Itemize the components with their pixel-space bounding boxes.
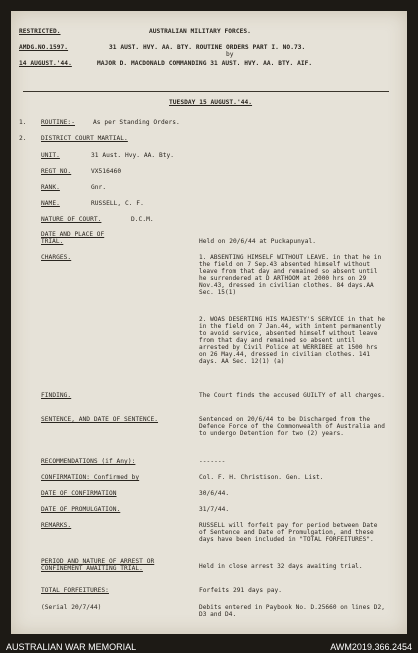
arrest-value: Held in close arrest 32 days awaiting trial. bbox=[199, 563, 363, 570]
name-label: NAME. bbox=[41, 200, 60, 207]
footer-accession: AWM2019.366.2454 bbox=[330, 642, 412, 652]
footer-credit: AUSTRALIAN WAR MEMORIAL bbox=[6, 642, 137, 652]
charge-1-text: 1. ABSENTING HIMSELF WITHOUT LEAVE. in that he in the field on 7 Sep.43 absented himself without leave from that day and remained so absent until he surrendered at D ARTHOOM at 2000 hrs on 29 Nov.43, dressed in civilian clothes. 84 days.AA Sec. 15(1) bbox=[199, 254, 382, 297]
date-place-value: Held on 20/6/44 at Puckapunyal. bbox=[199, 238, 317, 245]
date-promulgation-label: DATE OF PROMULGATION. bbox=[41, 506, 121, 513]
recommendations-label: RECOMMENDATIONS (if Any): bbox=[41, 458, 136, 465]
authority-heading: AUSTRALIAN MILITARY FORCES. bbox=[149, 28, 251, 35]
name-value: RUSSELL, C. F. bbox=[91, 200, 144, 207]
unit-value: 31 Aust. Hvy. AA. Bty. bbox=[91, 152, 175, 159]
nature-value: D.C.M. bbox=[131, 216, 154, 223]
rank-label: RANK. bbox=[41, 184, 60, 191]
forfeitures-label: TOTAL FORFEITURES: bbox=[41, 587, 109, 594]
recommendations-value: ------- bbox=[199, 458, 226, 465]
confirmation-label: CONFIRMATION: Confirmed by bbox=[41, 474, 140, 481]
section-1-number: 1. bbox=[19, 119, 27, 126]
regt-label: REGT NO. bbox=[41, 168, 72, 175]
document-sheet bbox=[11, 11, 407, 634]
confirmation-value: Col. F. H. Christison. Gen. List. bbox=[199, 474, 324, 481]
forfeitures-value: Forfeits 291 days pay. bbox=[199, 587, 283, 594]
nature-label: NATURE OF COURT. bbox=[41, 216, 102, 223]
date-confirmation-label: DATE OF CONFIRMATION bbox=[41, 490, 117, 497]
footer-bar bbox=[0, 636, 418, 653]
finding-label: FINDING. bbox=[41, 392, 72, 399]
by-text: by bbox=[226, 51, 234, 58]
date-confirmation-value: 30/6/44. bbox=[199, 490, 230, 497]
restricted-stamp: RESTRICTED. bbox=[19, 28, 61, 35]
rank-value: Gnr. bbox=[91, 184, 107, 191]
serial-number: AMDG.NO.1597. bbox=[19, 44, 69, 51]
charge-2-text: 2. WOAS DESERTING HIS MAJESTY'S SERVICE in that he in the field on 7 Jan.44, with intent permanently to avoid service, absented himself without leave from that day and remained so absent until arrested by Civil Police at WERRIBEE at 1500 hrs on 26 May.44, dressed in civilian clothes. 141 days. AA Sec. 12(1) (a) bbox=[199, 316, 385, 366]
day-line: TUESDAY 15 AUGUST.'44. bbox=[169, 99, 253, 106]
orders-title: 31 AUST. HVY. AA. BTY. ROUTINE ORDERS PART I. NO.73. bbox=[109, 44, 306, 51]
section-1-title: ROUTINE:- bbox=[41, 119, 75, 126]
regt-value: VX516460 bbox=[91, 168, 122, 175]
commander-line: MAJOR D. MACDONALD COMMANDING 31 AUST. HVY. AA. BTY. AIF. bbox=[97, 60, 313, 67]
arrest-label-line-1: PERIOD AND NATURE OF ARREST OR bbox=[41, 558, 155, 565]
sentence-value: Sentenced on 20/6/44 to be Discharged from the Defence Force of the Commonwealth of Australia and to undergo Detention for two (2) years. bbox=[199, 416, 385, 438]
arrest-label-line-2: CONFINEMENT AWAITING TRIAL. bbox=[41, 565, 143, 572]
charges-label: CHARGES. bbox=[41, 254, 72, 261]
section-1-text: As per Standing Orders. bbox=[93, 119, 180, 126]
date-promulgation-value: 31/7/44. bbox=[199, 506, 230, 513]
section-2-number: 2. bbox=[19, 135, 27, 142]
serial-line-value: Debits entered in Paybook No. D.25660 on lines D2, D3 and D4. bbox=[199, 604, 385, 619]
sentence-label: SENTENCE, AND DATE OF SENTENCE. bbox=[41, 416, 159, 423]
remarks-label: REMARKS. bbox=[41, 522, 72, 529]
header-rule bbox=[23, 91, 389, 92]
remarks-value: RUSSELL will forfeit pay for period between Date of Sentence and Date of Promulgation, and these days have been included in "TOTAL FORFEITURES". bbox=[199, 522, 378, 544]
finding-value: The Court finds the accused GUILTY of all charges. bbox=[199, 392, 385, 399]
section-2-title: DISTRICT COURT MARTIAL. bbox=[41, 135, 128, 142]
unit-label: UNIT. bbox=[41, 152, 60, 159]
serial-line-label: (Serial 20/7/44) bbox=[41, 604, 102, 611]
issue-date: 14 AUGUST.'44. bbox=[19, 60, 72, 67]
date-place-label: DATE AND PLACE OF TRIAL. bbox=[41, 231, 105, 246]
